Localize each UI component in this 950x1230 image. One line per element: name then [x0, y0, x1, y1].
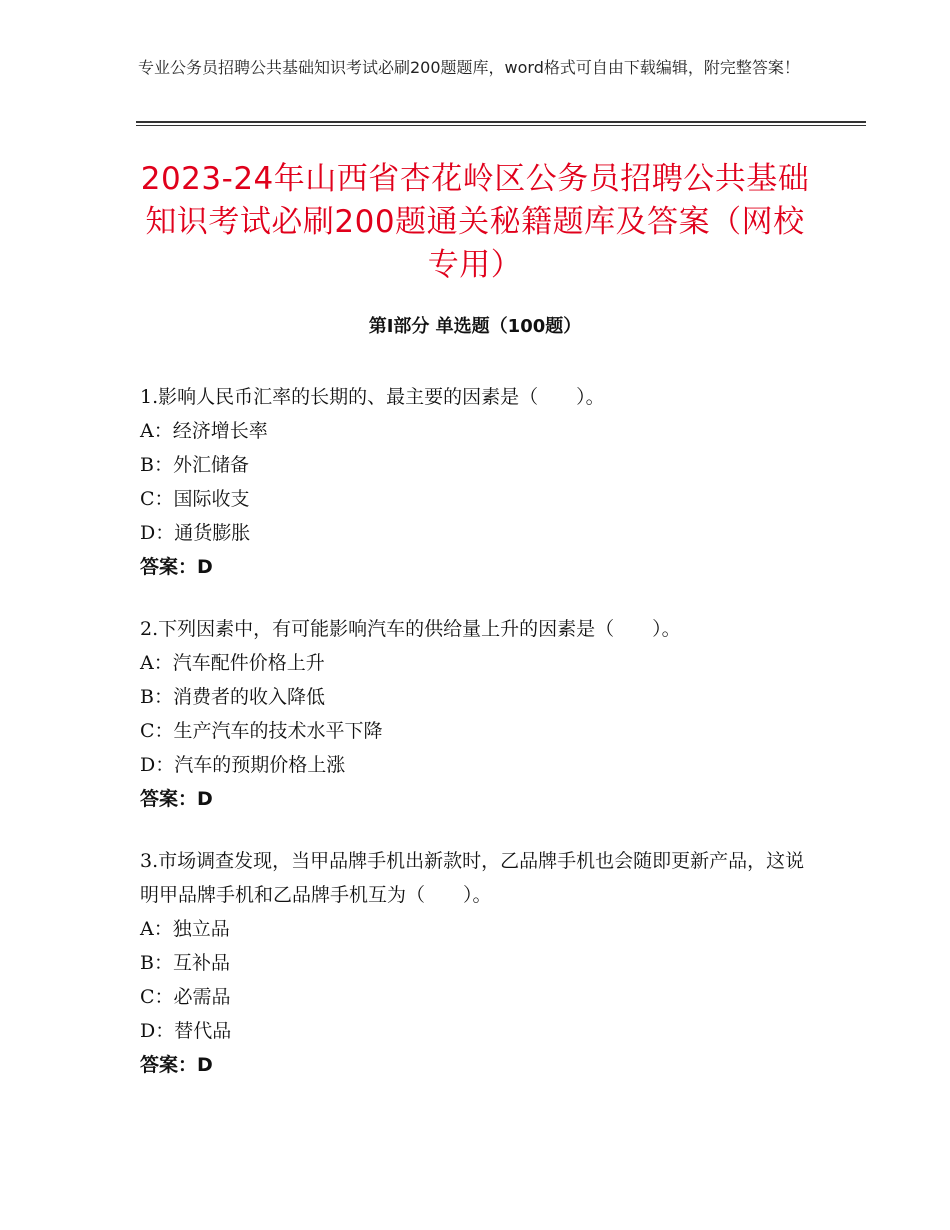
answer: 答案：D	[140, 1054, 213, 1076]
header-divider-thin	[136, 125, 866, 126]
section-title: 第Ⅰ部分 单选题（100题）	[368, 316, 582, 337]
question-stem: 2.下列因素中，有可能影响汽车的供给量上升的因素是（ ）。	[140, 618, 681, 640]
option-c: C：必需品	[140, 986, 231, 1008]
option-c: C：生产汽车的技术水平下降	[140, 720, 383, 742]
option-b: B：消费者的收入降低	[140, 686, 325, 708]
question-1	[140, 380, 820, 584]
option-d: D：通货膨胀	[140, 522, 251, 544]
option-d: D：汽车的预期价格上涨	[140, 754, 346, 776]
option-a: A：独立品	[140, 918, 230, 940]
answer: 答案：D	[140, 556, 213, 578]
question-3	[140, 844, 820, 1082]
option-a: A：汽车配件价格上升	[140, 652, 325, 674]
header-divider-thick	[136, 121, 866, 123]
question-list	[140, 380, 820, 1110]
question-stem: 3.市场调查发现，当甲品牌手机出新款时，乙品牌手机也会随即更新产品，这说明甲品牌手机和乙品牌手机互为（ ）。	[140, 850, 805, 906]
option-c: C：国际收支	[140, 488, 250, 510]
answer: 答案：D	[140, 788, 213, 810]
question-2	[140, 612, 820, 816]
document-title: 2023-24年山西省杏花岭区公务员招聘公共基础知识考试必刷200题通关秘籍题库及答案（网校专用）	[140, 161, 810, 283]
option-a: A：经济增长率	[140, 420, 268, 442]
option-b: B：外汇储备	[140, 454, 249, 476]
question-stem: 1.影响人民币汇率的长期的、最主要的因素是（ ）。	[140, 386, 605, 408]
option-b: B：互补品	[140, 952, 230, 974]
header-note: 专业公务员招聘公共基础知识考试必刷200题题库，word格式可自由下载编辑，附完整答案！	[138, 58, 800, 77]
option-d: D：替代品	[140, 1020, 232, 1042]
